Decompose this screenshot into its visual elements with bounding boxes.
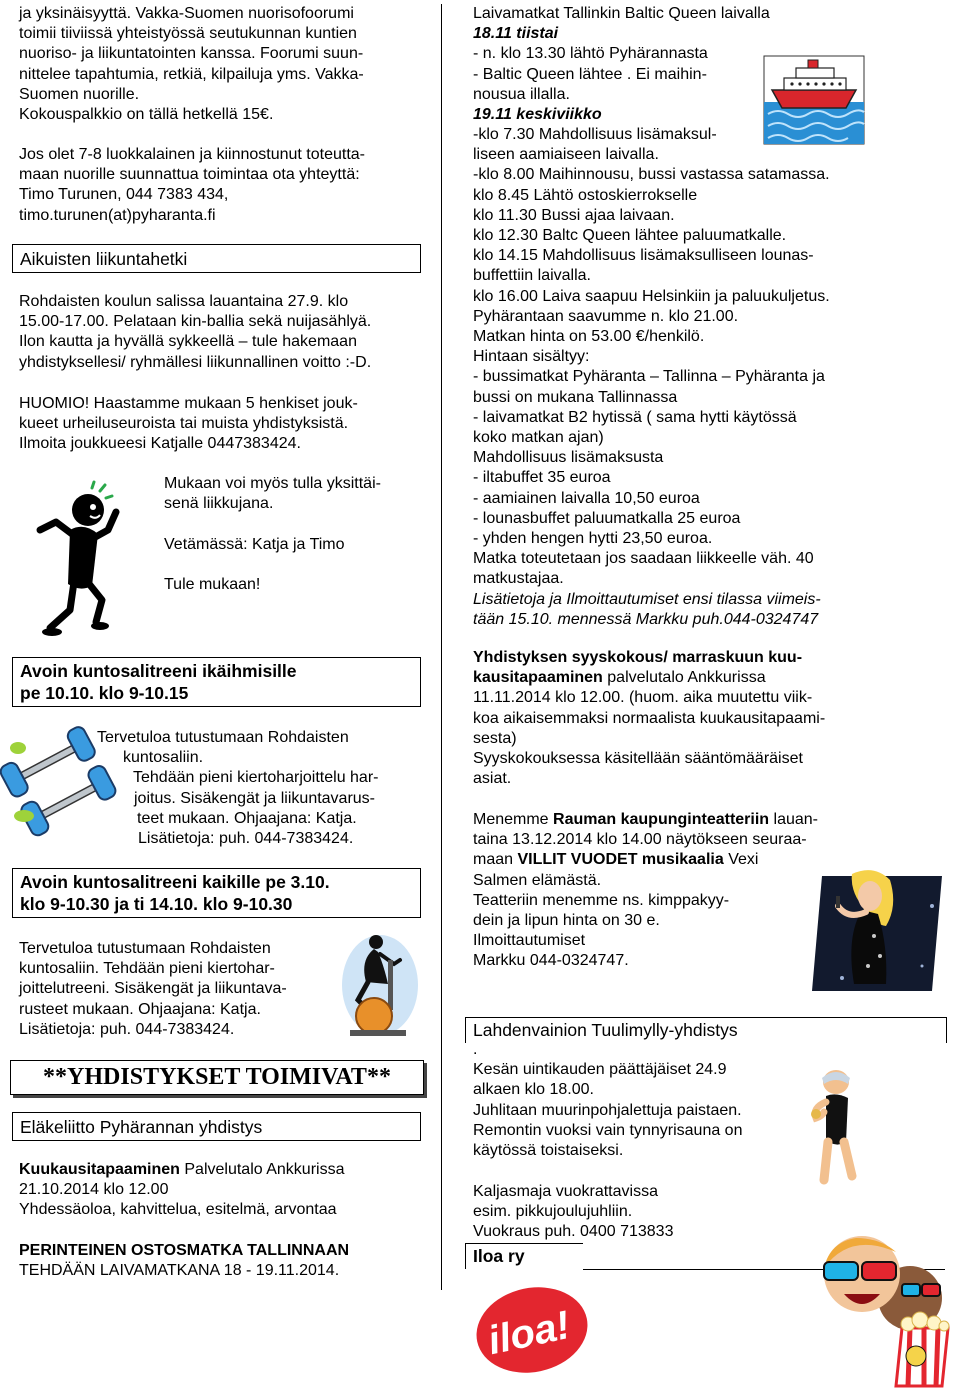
notice-paragraph: HUOMIO! Haastamme mukaan 5 henkiset jouk- kueet urheiluseuroista tai muista yhdistyksistä. Ilmoita joukkueesi Katjalle 0447383424. xyxy=(19,395,358,453)
autumn-meeting-text: Yhdistyksen syyskokous/ marraskuun kuu- kausitapaaminen palvelutalo Ankkurissa 11.11.2014 klo 12.00. (huom. aika muutettu viik- koa aikaisemmaksi normaalista kuukausitapaami- sesta) Syyskokouksessa käsitellään sääntömääräiset asiat. xyxy=(473,649,826,788)
leaders-text: Vetämässä: Katja ja Timo xyxy=(164,536,345,553)
iloa-heading: Iloa ry xyxy=(465,1243,583,1269)
gym-all-text: Tervetuloa tutustumaan Rohdaisten kuntosaliin. Tehdään pieni kiertohar- joittelutreeni. Sisäkengät ja liikuntava- rusteet mukaan. Ohjaajana: Katja. Lisätietoja: puh. 044-7383424. xyxy=(19,940,287,1038)
running-figure-icon xyxy=(28,482,138,642)
associations-banner: **YHDISTYKSET TOIMIVAT** xyxy=(10,1060,424,1095)
solo-participation-text: Mukaan voi myös tulla yksittäi- senä liikkujana. xyxy=(164,475,381,513)
exercise-bike-icon xyxy=(330,930,420,1040)
monthly-meeting-text: Kuukausitapaaminen Palvelutalo Ankkurissa 21.10.2014 klo 12.00 Yhdessäoloa, kahvittelua, esitelmä, arvontaa xyxy=(19,1161,345,1219)
contact-paragraph: Jos olet 7-8 luokkalainen ja kiinnostunut toteutta- maan nuorille suunnattua toimintaa ota yhteyttä: Timo Turunen, 044 7383 434, timo.turunen(at)pyharanta.fi xyxy=(19,146,365,224)
tuulimylly-heading: Lahdenvainion Tuulimylly-yhdistys xyxy=(465,1017,947,1043)
day2-schedule: -klo 7.30 Mahdollisuus lisämaksul- liseen aamiaiseen laivalla. -klo 8.00 Maihinnousu, bussi vastassa satamassa. klo 8.45 Lähtö ostoskierrokselle klo 11.30 Bussi ajaa laivaan. klo 12.30 Baltc Queen lähtee paluumatkalle. klo 14.15 Mahdollisuus lisämaksulliseen lounas- buffettiin laivalla. klo 16.00 Laiva saapuu Helsinkiin ja paluukuljetus. Pyhärantaan saavumme n. klo 21.00. Matkan hinta on 53.00 €/henkilö. Hintaan sisältyy: - bussimatkat Pyhäranta – Tallinna – Pyhäranta ja bussi on mukana Tallinnassa - laivamatkat B2 hytissä ( sama hytti käytössä koko matkan ajan) Mahdollisuus lisämaksusta - iltabuffet 35 euroa - aamiainen laivalla 10,50 euroa - lounasbuffet paluumatkalla 25 euroa - yhden hengen hytti 23,50 euroa. Matka toteutetaan jos saadaan liikkeelle väh. 40 matkustajaa. Lisätietoja ja Ilmoittautumiset ensi tilassa viimeis- tään 15.10. mennessä Markku puh.044-0324747 xyxy=(473,126,830,628)
senior-gym-heading: Avoin kuntosalitreeni ikäihmisille pe 10.10. klo 9-10.15 xyxy=(12,657,421,707)
adult-exercise-text: Rohdaisten koulun salissa lauantaina 27.9. klo 15.00-17.00. Pelataan kin-ballia sekä nuijasählyä. Ilon kautta ja hyvällä sykkeellä – tule hakemaan yhdistyksellesi/ ryhmällesi liikunnallinen voitto :-D. xyxy=(19,293,372,371)
iloa-logo xyxy=(472,1282,602,1382)
kaljasmaja-text: Kaljasmaja vuokrattavissa esim. pikkujoulujuhliin. Vuokraus puh. 0400 713833 xyxy=(473,1183,674,1241)
tuulimylly-text: . Kesän uintikauden päättäjäiset 24.9 alkaen klo 18.00. Juhlitaan muurinpohjalettuja paistaen. Remontin vuoksi vain tynnyrisauna on käytössä toistaiseksi. xyxy=(473,1041,743,1160)
iloa-logo-text: iloa! xyxy=(484,1303,574,1364)
elakeliitto-heading: Eläkeliitto Pyhärannan yhdistys xyxy=(12,1112,421,1141)
welcome-text: Tule mukaan! xyxy=(164,576,261,593)
gym-all-heading: Avoin kuntosalitreeni kaikille pe 3.10. klo 9-10.30 ja ti 14.10. klo 9-10.30 xyxy=(12,868,421,918)
ship-trip-intro: Laivamatkat Tallinkin Baltic Queen laivalla 18.11 tiistai - n. klo 13.30 lähtö Pyhärannasta - Baltic Queen lähtee . Ei maihin- nousua illalla. 19.11 keskiviikko xyxy=(473,5,770,124)
shopping-trip-title: PERINTEINEN OSTOSMATKA TALLINNAAN TEHDÄÄN LAIVAMATKANA 18 - 19.11.2014. xyxy=(19,1242,350,1280)
senior-gym-text: Tervetuloa tutustumaan Rohdaisten kuntosaliin. Tehdään pieni kiertoharjoittelu har- joitus. Sisäkengät ja liikuntavarus- teet mukaan. Ohjaajana: Katja. Lisätietoja: puh. 044-7383424. xyxy=(97,729,379,848)
theatre-text: Menemme Rauman kaupunginteatteriin lauan- taina 13.12.2014 klo 14.00 näytökseen seuraa- maan VILLIT VUODET musikaalia Vexi Salmen elämästä. Teatteriin menemme ns. kimppakyy- dein ja lipun hinta on 30 e. Ilmoittautumiset Markku 044-0324747. xyxy=(473,811,818,970)
adult-exercise-heading: Aikuisten liikuntahetki xyxy=(12,244,421,273)
cinema-illustration xyxy=(800,1228,955,1386)
column-divider xyxy=(441,4,442,1290)
intro-paragraph: ja yksinäisyyttä. Vakka-Suomen nuorisofoorumi toimii tiiviissä yhteistyössä seutukunnan kuntien nuoriso- ja liikuntatointen kanssa. Foorumi suun- nittelee tapahtumia, retkiä, kilpailuja yms. Vakka- Suomen nuorille. Kokouspalkkio on tällä hetkellä 15€. xyxy=(19,5,364,124)
swimmer-illustration xyxy=(800,1068,870,1186)
singer-illustration xyxy=(782,866,952,996)
